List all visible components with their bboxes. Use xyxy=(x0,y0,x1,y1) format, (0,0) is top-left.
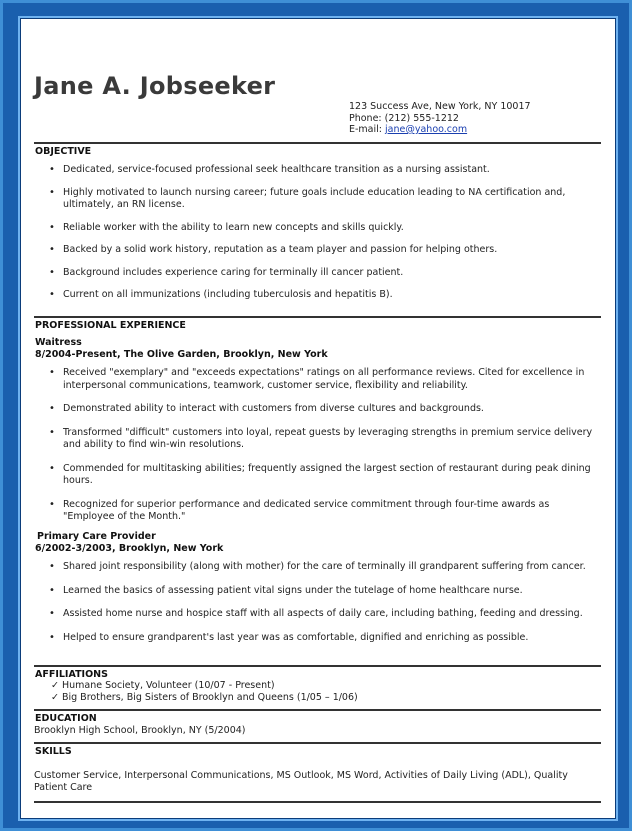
section-divider xyxy=(34,709,601,711)
list-item: • Commended for multitasking abilities; frequently assigned the largest section of restaurant during peak dining hours. xyxy=(47,463,599,488)
experience-heading: PROFESSIONAL EXPERIENCE xyxy=(35,320,186,331)
email-line xyxy=(349,124,531,136)
job-dates: 8/2004-Present, The Olive Garden, Brooklyn, New York xyxy=(35,349,328,360)
list-item: • Backed by a solid work history, reputation as a team player and passion for helping others. xyxy=(47,244,599,257)
job-duties-list xyxy=(47,561,599,644)
email-link[interactable]: jane@yahoo.com xyxy=(385,124,468,135)
list-item: ✓ Humane Society, Volunteer (10/07 - Present) xyxy=(51,680,275,691)
section-divider xyxy=(34,316,601,318)
list-item: ✓ Big Brothers, Big Sisters of Brooklyn and Queens (1/05 – 1/06) xyxy=(51,691,358,703)
list-item: • Assisted home nurse and hospice staff with all aspects of daily care, including bathing, feeding and dressing. xyxy=(47,608,599,621)
job-title: Waitress xyxy=(35,337,82,348)
list-item: • Received "exemplary" and "exceeds expectations" ratings on all performance reviews. Cited for excellence in interpersonal communications, teamwork, customer service, flexibility and reliability. xyxy=(47,367,599,392)
section-divider xyxy=(34,742,601,744)
job-dates: 6/2002-3/2003, Brooklyn, New York xyxy=(35,543,224,554)
section-divider xyxy=(34,142,601,144)
contact-block xyxy=(349,101,531,136)
list-item: • Shared joint responsibility (along with mother) for the care of terminally ill grandparent suffering from cancer. xyxy=(47,561,599,574)
list-item: • Current on all immunizations (including tuberculosis and hepatitis B). xyxy=(47,289,599,302)
window-frame xyxy=(3,3,629,828)
section-divider xyxy=(34,801,601,803)
list-item: • Transformed "difficult" customers into loyal, repeat guests by leveraging strengths in premium service delivery and ability to find win-win resolutions. xyxy=(47,427,599,452)
list-item: • Learned the basics of assessing patient vital signs under the tutelage of home healthcare nurse. xyxy=(47,585,599,598)
list-item: • Reliable worker with the ability to learn new concepts and skills quickly. xyxy=(47,222,599,235)
job-title: Primary Care Provider xyxy=(37,531,156,542)
email-label: E-mail: xyxy=(349,124,382,135)
list-item: • Background includes experience caring for terminally ill cancer patient. xyxy=(47,267,599,280)
phone: (212) 555-1212 xyxy=(384,112,459,124)
affiliations-list xyxy=(51,680,358,703)
skills-text: Customer Service, Interpersonal Communications, MS Outlook, MS Word, Activities of Daily Living (ADL), Quality Patient Care xyxy=(34,770,568,793)
list-item: • Helped to ensure grandparent's last year was as comfortable, dignified and enriching as possible. xyxy=(47,632,599,645)
list-item: • Highly motivated to launch nursing career; future goals include education leading to NA certification and, ultimately, an RN license. xyxy=(47,187,599,212)
candidate-name: Jane A. Jobseeker xyxy=(34,72,276,100)
affiliations-heading: AFFILIATIONS xyxy=(35,669,108,680)
objective-heading: OBJECTIVE xyxy=(35,146,92,157)
phone-label: Phone: xyxy=(349,112,382,124)
phone-line xyxy=(349,113,531,125)
resume-page xyxy=(20,18,616,819)
list-item: • Recognized for superior performance and dedicated service commitment through four-time awards as "Employee of the Month." xyxy=(47,499,599,524)
list-item: • Dedicated, service-focused professional seek healthcare transition as a nursing assistant. xyxy=(47,164,599,177)
list-item: • Demonstrated ability to interact with customers from diverse cultures and backgrounds. xyxy=(47,403,599,416)
job-duties-list xyxy=(47,367,599,524)
objective-list xyxy=(47,164,599,302)
section-divider xyxy=(34,665,601,667)
address: 123 Success Ave, New York, NY 10017 xyxy=(349,101,531,112)
skills-heading: SKILLS xyxy=(35,746,72,757)
education-text: Brooklyn High School, Brooklyn, NY (5/2004) xyxy=(34,725,246,736)
education-heading: EDUCATION xyxy=(35,713,97,724)
